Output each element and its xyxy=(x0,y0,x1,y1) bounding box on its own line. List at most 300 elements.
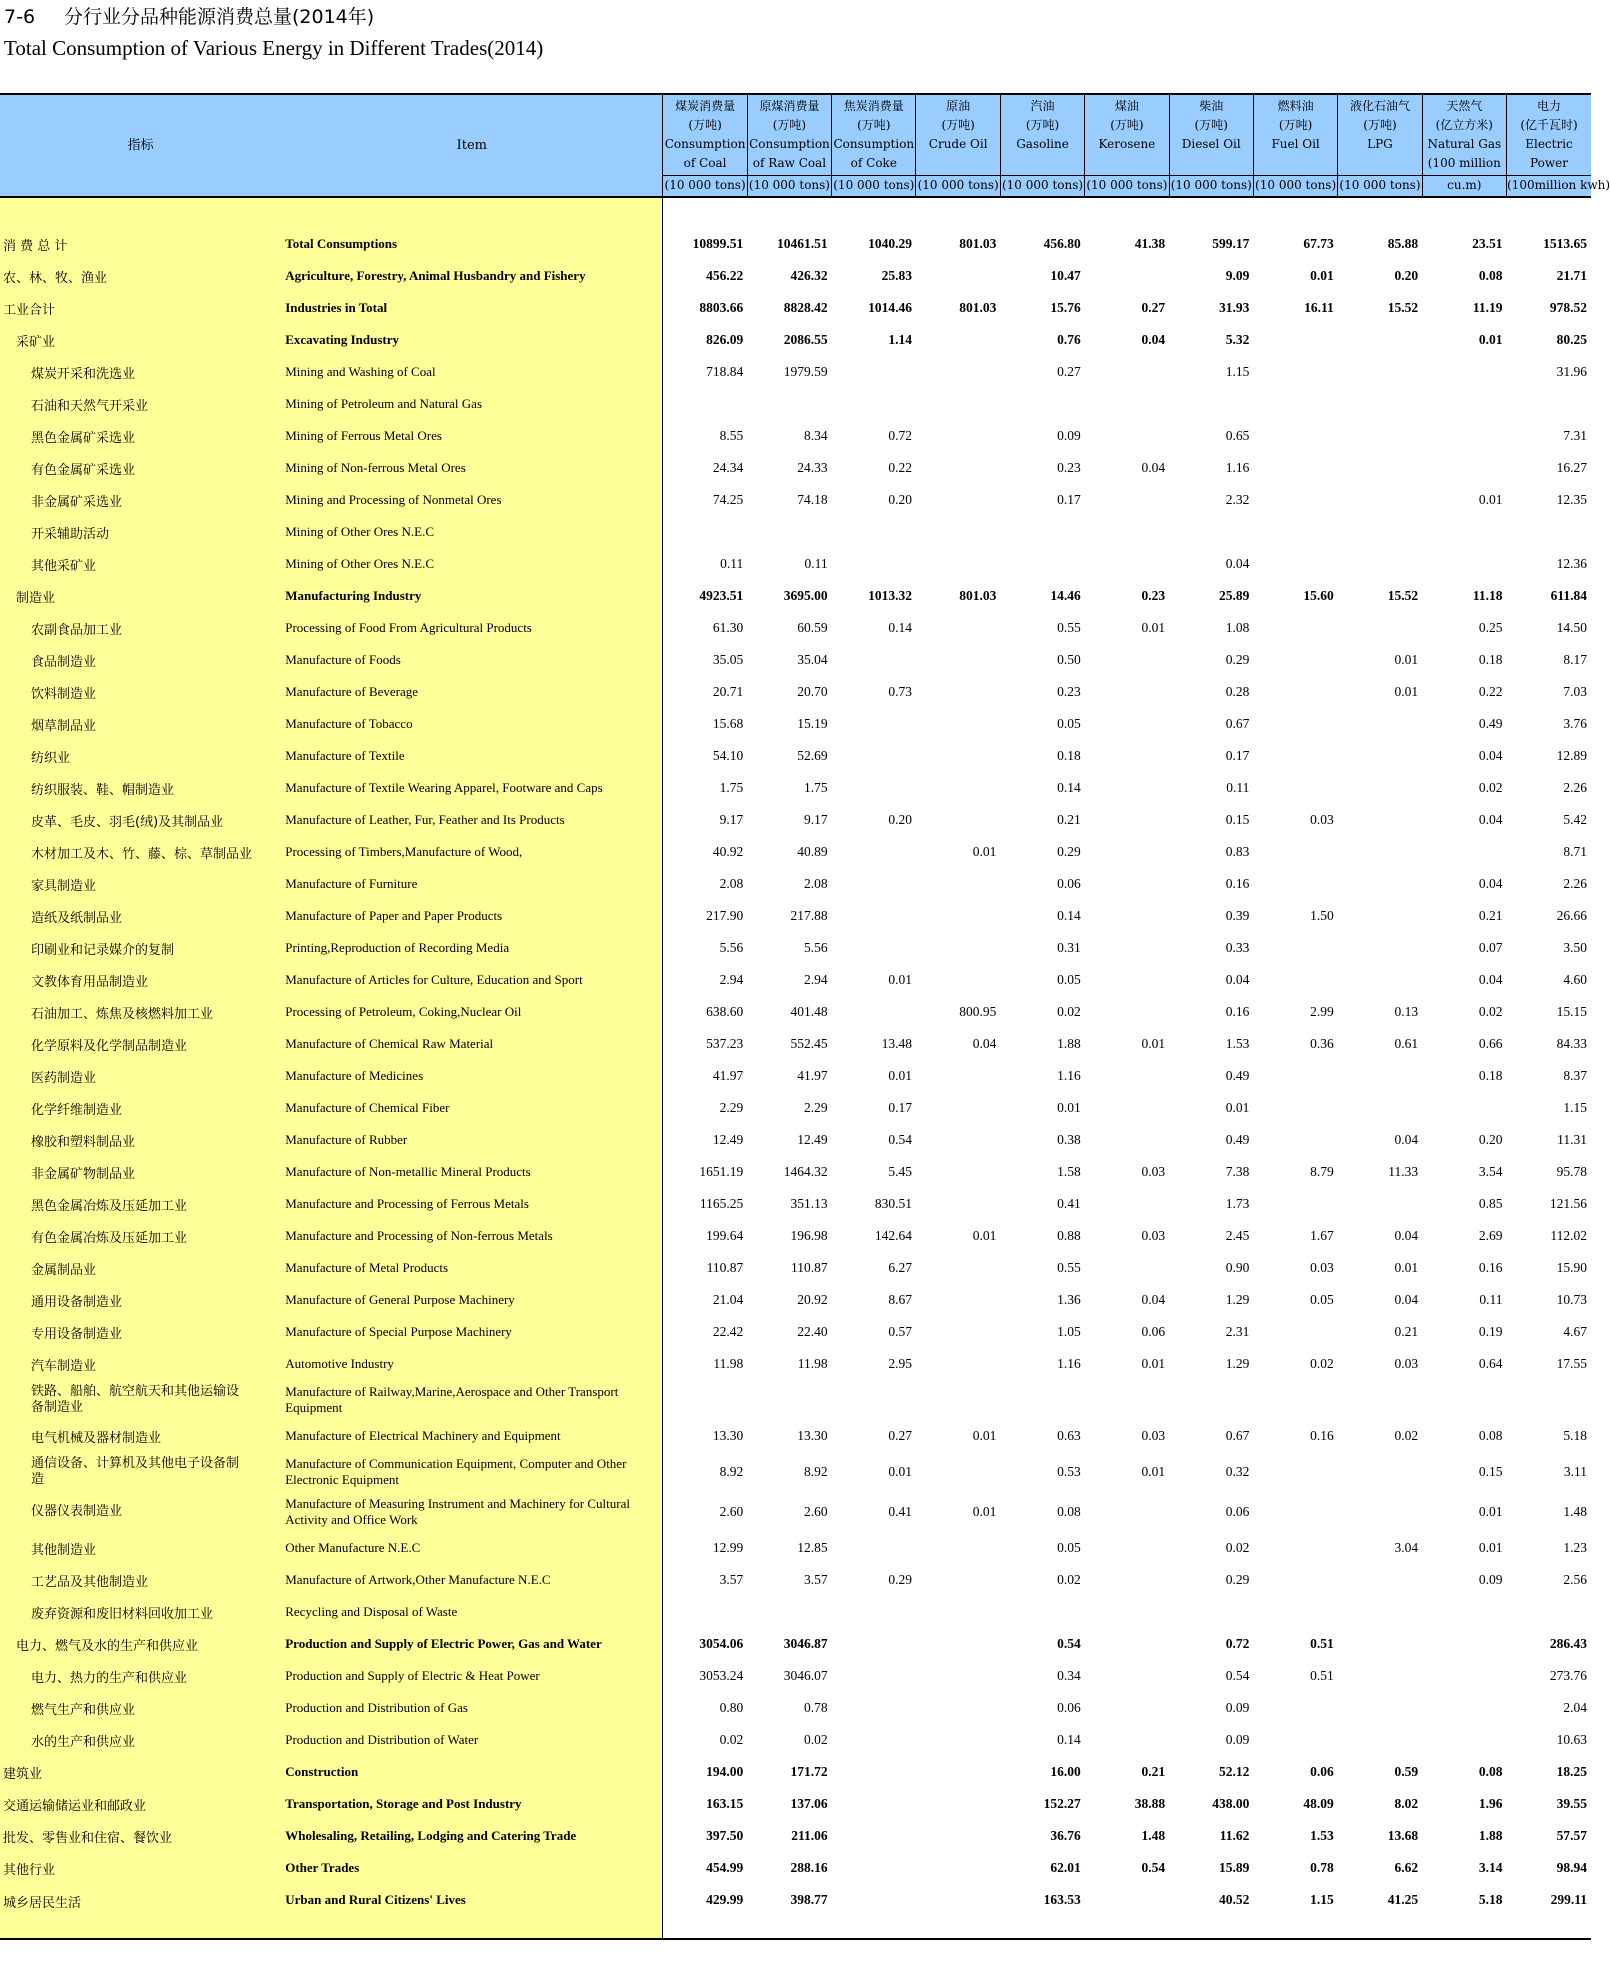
cell-value xyxy=(916,772,1000,804)
cell-value xyxy=(832,836,916,868)
row-label-cn: 通用设备制造业 xyxy=(0,1284,281,1316)
cell-value: 0.13 xyxy=(1394,1004,1419,1019)
cell-value: 1.15 xyxy=(1225,364,1250,379)
cell-value: 0.01 xyxy=(888,1068,912,1083)
header-col-en1: Kerosene xyxy=(1098,136,1156,151)
cell-value: 0.33 xyxy=(1225,940,1250,955)
row-label-cn: 石油和天然气开采业 xyxy=(0,388,281,420)
row-label-en: Manufacture of Special Purpose Machinery xyxy=(281,1316,663,1348)
cell-value xyxy=(1507,1380,1592,1420)
cell-value: 152.27 xyxy=(1043,1796,1081,1811)
row-label-cn: 开采辅助活动 xyxy=(0,516,281,548)
cell-value: 1.29 xyxy=(1225,1292,1250,1307)
cell-value: 5.18 xyxy=(1563,1428,1587,1443)
cell-value: 2.31 xyxy=(1225,1324,1250,1339)
cell-value: 0.28 xyxy=(1225,684,1250,699)
header-col-unit_en: (100million kwh) xyxy=(1507,175,1591,195)
row-label-en: Manufacture of Railway,Marine,Aerospace and Other Transport Equipment xyxy=(281,1380,663,1420)
row-label-cn: 纺织服装、鞋、帽制造业 xyxy=(0,772,281,804)
cell-value: 1014.46 xyxy=(868,300,912,315)
cell-value: 24.34 xyxy=(712,460,744,475)
cell-value: 826.09 xyxy=(706,332,744,347)
cell-value xyxy=(663,516,747,548)
cell-value: 0.55 xyxy=(1057,620,1081,635)
cell-value: 0.11 xyxy=(720,556,744,571)
cell-value: 7.31 xyxy=(1563,428,1587,443)
table-row xyxy=(0,324,1591,356)
cell-value: 537.23 xyxy=(706,1036,744,1051)
cell-value: 2086.55 xyxy=(783,332,828,347)
cell-value: 0.15 xyxy=(1225,812,1250,827)
cell-value: 1.29 xyxy=(1225,1356,1250,1371)
cell-value xyxy=(832,900,916,932)
cell-value xyxy=(1338,1188,1422,1220)
cell-value: 12.99 xyxy=(712,1540,744,1555)
cell-value: 0.04 xyxy=(1478,876,1503,891)
cell-value: 10.47 xyxy=(1050,268,1081,283)
cell-value: 0.25 xyxy=(1478,620,1503,635)
cell-value: 11.62 xyxy=(1219,1828,1250,1843)
row-label-cn: 造纸及纸制品业 xyxy=(0,900,281,932)
cell-value: 273.76 xyxy=(1549,1668,1587,1683)
cell-value: 0.14 xyxy=(1057,908,1081,923)
cell-value: 1651.19 xyxy=(699,1164,744,1179)
cell-value xyxy=(916,804,1000,836)
header-col-cn: 燃料油 xyxy=(1277,98,1314,113)
cell-value: 0.29 xyxy=(888,1572,912,1587)
row-label-en: Production and Distribution of Gas xyxy=(281,1692,663,1724)
header-col-unit: (万吨) xyxy=(1025,117,1060,132)
cell-value: 1.53 xyxy=(1225,1036,1250,1051)
cell-value: 0.21 xyxy=(1478,908,1503,923)
row-label-cn: 有色金属冶炼及压延加工业 xyxy=(0,1220,281,1252)
cell-value: 110.87 xyxy=(791,1260,828,1275)
cell-value: 0.67 xyxy=(1225,716,1250,731)
cell-value xyxy=(747,1596,831,1628)
cell-value xyxy=(1000,1380,1084,1420)
row-label-en: Mining of Other Ores N.E.C xyxy=(281,548,663,580)
cell-value xyxy=(1422,1692,1506,1724)
cell-value: 217.88 xyxy=(790,908,828,923)
cell-value: 0.64 xyxy=(1478,1356,1503,1371)
cell-value: 0.01 xyxy=(972,844,997,859)
cell-value: 84.33 xyxy=(1556,1036,1587,1051)
cell-value: 0.06 xyxy=(1057,1700,1081,1715)
cell-value: 0.04 xyxy=(1478,748,1503,763)
cell-value: 0.20 xyxy=(888,492,912,507)
cell-value: 0.07 xyxy=(1478,940,1503,955)
cell-value: 41.38 xyxy=(1134,236,1166,251)
cell-value: 6.62 xyxy=(1394,1860,1419,1875)
cell-value: 0.38 xyxy=(1057,1132,1081,1147)
row-label-en: Mining of Non-ferrous Metal Ores xyxy=(281,452,663,484)
cell-value: 12.49 xyxy=(797,1132,828,1147)
cell-value: 3.57 xyxy=(804,1572,828,1587)
cell-value: 12.49 xyxy=(712,1132,744,1147)
cell-value xyxy=(916,644,1000,676)
header-col-en2: (100 million xyxy=(1427,155,1501,170)
table-header-row xyxy=(0,94,1591,197)
cell-value: 0.14 xyxy=(888,620,912,635)
table-row xyxy=(0,1284,1591,1316)
cell-value: 40.52 xyxy=(1169,1884,1253,1939)
cell-value: 0.27 xyxy=(1057,364,1081,379)
row-label-cn: 煤炭开采和洗选业 xyxy=(0,356,281,388)
row-label-en: Manufacture of Tobacco xyxy=(281,708,663,740)
cell-value: 0.02 xyxy=(1057,1572,1081,1587)
cell-value xyxy=(916,452,1000,484)
cell-value: 0.11 xyxy=(1479,1292,1503,1307)
cell-value xyxy=(1085,772,1169,804)
cell-value xyxy=(832,644,916,676)
cell-value xyxy=(832,740,916,772)
table-row xyxy=(0,836,1591,868)
cell-value: 0.51 xyxy=(1310,1636,1334,1651)
cell-value xyxy=(832,1692,916,1724)
cell-value: 1979.59 xyxy=(783,364,828,379)
row-label-cn: 饮料制造业 xyxy=(0,676,281,708)
cell-value: 0.04 xyxy=(1141,460,1166,475)
table-row xyxy=(0,1492,1591,1532)
cell-value: 1.16 xyxy=(1057,1356,1081,1371)
cell-value: 13.68 xyxy=(1387,1828,1419,1843)
cell-value xyxy=(663,1596,747,1628)
header-col-en2: of Coal xyxy=(683,155,727,170)
cell-value xyxy=(832,548,916,580)
cell-value: 11.98 xyxy=(797,1356,828,1371)
cell-value: 0.01 xyxy=(1310,268,1334,283)
table-row xyxy=(0,484,1591,516)
row-label-en: Manufacture of Textile Wearing Apparel, Footware and Caps xyxy=(281,772,663,804)
cell-value xyxy=(916,1316,1000,1348)
cell-value: 60.59 xyxy=(797,620,828,635)
header-col-unit: (万吨) xyxy=(857,117,891,132)
cell-value xyxy=(1253,676,1337,708)
cell-value: 25.89 xyxy=(1219,588,1250,603)
cell-value: 0.54 xyxy=(1057,1636,1081,1651)
cell-value: 20.71 xyxy=(712,684,744,699)
cell-value: 35.05 xyxy=(712,652,744,667)
row-label-cn: 消 费 总 计 xyxy=(0,228,281,260)
header-col-en2: of Coke xyxy=(850,155,897,170)
cell-value xyxy=(1507,388,1592,420)
cell-value: 8.92 xyxy=(804,1464,828,1479)
table-body xyxy=(0,197,1591,1939)
cell-value xyxy=(1085,420,1169,452)
cell-value: 0.39 xyxy=(1225,908,1250,923)
cell-value xyxy=(916,740,1000,772)
cell-value: 20.70 xyxy=(797,684,828,699)
cell-value xyxy=(832,356,916,388)
cell-value xyxy=(1085,676,1169,708)
cell-value xyxy=(1422,836,1506,868)
header-col-unit: (万吨) xyxy=(688,117,722,132)
cell-value xyxy=(1253,1532,1337,1564)
cell-value: 8803.66 xyxy=(699,300,744,315)
row-label-en: Mining and Processing of Nonmetal Ores xyxy=(281,484,663,516)
table-row xyxy=(0,1628,1591,1660)
cell-value: 2.04 xyxy=(1563,1700,1587,1715)
table-row xyxy=(0,1660,1591,1692)
row-label-en: Manufacture of Measuring Instrument and Machinery for Cultural Activity and Office Work xyxy=(281,1492,663,1532)
table-row xyxy=(0,1092,1591,1124)
row-label-en: Manufacture and Processing of Ferrous Metals xyxy=(281,1188,663,1220)
cell-value: 0.06 xyxy=(1057,876,1081,891)
cell-value xyxy=(663,388,747,420)
row-label-cn: 其他行业 xyxy=(0,1852,281,1884)
cell-value: 74.18 xyxy=(797,492,828,507)
cell-value: 2.32 xyxy=(1225,492,1250,507)
cell-value: 0.17 xyxy=(1057,492,1081,507)
cell-value xyxy=(1085,1564,1169,1596)
cell-value xyxy=(1253,644,1337,676)
header-col-6 xyxy=(1169,94,1253,197)
row-label-en: Urban and Rural Citizens' Lives xyxy=(281,1884,663,1939)
cell-value: 85.88 xyxy=(1387,236,1419,251)
cell-value xyxy=(1338,516,1422,548)
header-col-unit_en: (10 000 tons) xyxy=(1254,175,1337,195)
row-label-cn: 木材加工及木、竹、藤、棕、草制品业 xyxy=(0,836,281,868)
cell-value: 20.92 xyxy=(797,1292,828,1307)
cell-value: 0.02 xyxy=(1478,1004,1503,1019)
table-row xyxy=(0,900,1591,932)
cell-value: 0.09 xyxy=(1057,428,1081,443)
cell-value xyxy=(1085,388,1169,420)
cell-value xyxy=(832,1852,916,1884)
cell-value xyxy=(832,1756,916,1788)
cell-value xyxy=(1085,1492,1169,1532)
cell-value: 0.29 xyxy=(1225,652,1250,667)
row-label-en: Production and Distribution of Water xyxy=(281,1724,663,1756)
cell-value: 121.56 xyxy=(1549,1196,1587,1211)
row-label-en: Manufacture of Artwork,Other Manufacture N.E.C xyxy=(281,1564,663,1596)
cell-value: 52.69 xyxy=(797,748,828,763)
row-label-en: Manufacture of Medicines xyxy=(281,1060,663,1092)
cell-value xyxy=(1085,1596,1169,1628)
table-row xyxy=(0,1724,1591,1756)
cell-value: 401.48 xyxy=(790,1004,828,1019)
cell-value xyxy=(916,1564,1000,1596)
cell-value: 3.54 xyxy=(1478,1164,1503,1179)
cell-value xyxy=(1085,548,1169,580)
row-label-en: Mining of Other Ores N.E.C xyxy=(281,516,663,548)
table-row xyxy=(0,932,1591,964)
cell-value xyxy=(1085,1188,1169,1220)
cell-value xyxy=(1338,1660,1422,1692)
cell-value xyxy=(1085,740,1169,772)
cell-value: 0.63 xyxy=(1057,1428,1081,1443)
cell-value: 0.06 xyxy=(1225,1504,1250,1519)
cell-value: 110.87 xyxy=(706,1260,744,1275)
cell-value: 0.50 xyxy=(1057,652,1081,667)
cell-value: 426.32 xyxy=(790,268,828,283)
cell-value xyxy=(916,1348,1000,1380)
header-col-cn: 电力 xyxy=(1536,98,1561,113)
cell-value: 1.88 xyxy=(1057,1036,1081,1051)
cell-value: 8.71 xyxy=(1563,844,1587,859)
cell-value: 0.31 xyxy=(1057,940,1081,955)
table-row xyxy=(0,1452,1591,1492)
cell-value: 0.02 xyxy=(1310,1356,1334,1371)
cell-value xyxy=(1085,1660,1169,1692)
cell-value xyxy=(1338,932,1422,964)
cell-value: 0.57 xyxy=(888,1324,912,1339)
cell-value: 0.05 xyxy=(1057,716,1081,731)
cell-value: 0.09 xyxy=(1225,1700,1250,1715)
cell-value: 9.09 xyxy=(1225,268,1250,283)
row-label-cn: 家具制造业 xyxy=(0,868,281,900)
cell-value: 1.96 xyxy=(1478,1796,1503,1811)
cell-value xyxy=(1422,388,1506,420)
cell-value: 801.03 xyxy=(959,588,997,603)
cell-value xyxy=(1253,1692,1337,1724)
cell-value: 11.19 xyxy=(1472,300,1503,315)
cell-value: 0.73 xyxy=(888,684,912,699)
cell-value xyxy=(916,676,1000,708)
cell-value: 41.97 xyxy=(797,1068,828,1083)
cell-value xyxy=(1253,1092,1337,1124)
cell-value: 21.71 xyxy=(1556,268,1587,283)
cell-value: 0.09 xyxy=(1478,1572,1503,1587)
cell-value xyxy=(1253,1380,1337,1420)
cell-value: 22.42 xyxy=(712,1324,744,1339)
cell-value xyxy=(747,1380,831,1420)
cell-value: 0.08 xyxy=(1057,1504,1081,1519)
cell-value: 552.45 xyxy=(790,1036,828,1051)
cell-value: 16.11 xyxy=(1304,300,1334,315)
header-col-unit_en: (10 000 tons) xyxy=(1338,175,1421,195)
cell-value: 4.67 xyxy=(1563,1324,1587,1339)
cell-value: 0.72 xyxy=(888,428,912,443)
cell-value: 2.08 xyxy=(719,876,744,891)
cell-value xyxy=(1253,1724,1337,1756)
table-row xyxy=(0,580,1591,612)
cell-value: 199.64 xyxy=(706,1228,744,1243)
cell-value xyxy=(916,1692,1000,1724)
cell-value: 0.04 xyxy=(1141,332,1166,347)
cell-value xyxy=(832,932,916,964)
row-label-cn: 纺织业 xyxy=(0,740,281,772)
cell-value: 0.04 xyxy=(1225,972,1250,987)
header-col-en1: Consumption xyxy=(664,136,746,151)
row-label-en: Mining and Washing of Coal xyxy=(281,356,663,388)
cell-value xyxy=(1338,548,1422,580)
cell-value: 0.21 xyxy=(1141,1764,1166,1779)
table-row xyxy=(0,420,1591,452)
row-label-cn: 烟草制品业 xyxy=(0,708,281,740)
row-label-en: Wholesaling, Retailing, Lodging and Catering Trade xyxy=(281,1820,663,1852)
cell-value: 0.65 xyxy=(1225,428,1250,443)
cell-value: 18.25 xyxy=(1556,1764,1587,1779)
cell-value: 3.57 xyxy=(719,1572,744,1587)
cell-value: 0.19 xyxy=(1478,1324,1503,1339)
row-label-cn: 燃气生产和供应业 xyxy=(0,1692,281,1724)
cell-value: 0.02 xyxy=(1225,1540,1250,1555)
table-row xyxy=(0,804,1591,836)
header-col-cn: 煤炭消费量 xyxy=(675,98,736,113)
cell-value: 9.17 xyxy=(719,812,744,827)
table-row xyxy=(0,1564,1591,1596)
cell-value xyxy=(916,1724,1000,1756)
cell-value: 599.17 xyxy=(1212,236,1250,251)
header-col-8 xyxy=(1338,94,1422,197)
table-row xyxy=(0,292,1591,324)
table-row xyxy=(0,516,1591,548)
cell-value xyxy=(1338,356,1422,388)
row-label-cn: 采矿业 xyxy=(0,324,281,356)
cell-value: 0.04 xyxy=(972,1036,997,1051)
cell-value xyxy=(1085,900,1169,932)
row-label-cn: 黑色金属冶炼及压延加工业 xyxy=(0,1188,281,1220)
cell-value xyxy=(916,1380,1000,1420)
cell-value: 0.11 xyxy=(1226,780,1250,795)
table-row xyxy=(0,228,1591,260)
cell-value xyxy=(1253,1492,1337,1532)
cell-value xyxy=(1000,548,1084,580)
cell-value: 7.38 xyxy=(1225,1164,1250,1179)
cell-value: 61.30 xyxy=(712,620,744,635)
cell-value xyxy=(916,1628,1000,1660)
header-col-0 xyxy=(663,94,747,197)
cell-value xyxy=(1169,388,1253,420)
cell-value: 163.15 xyxy=(706,1796,744,1811)
cell-value: 2.56 xyxy=(1563,1572,1587,1587)
cell-value xyxy=(1085,484,1169,516)
cell-value: 8.55 xyxy=(719,428,744,443)
cell-value: 0.03 xyxy=(1141,1164,1166,1179)
cell-value: 11.18 xyxy=(1472,588,1503,603)
cell-value: 2.29 xyxy=(804,1100,828,1115)
row-label-en: Manufacture of Metal Products xyxy=(281,1252,663,1284)
header-col-unit: (亿千瓦时) xyxy=(1520,117,1578,132)
cell-value xyxy=(1253,868,1337,900)
cell-value xyxy=(916,1532,1000,1564)
cell-value: 0.04 xyxy=(1394,1292,1419,1307)
table-row xyxy=(0,1188,1591,1220)
header-col-cn: 原煤消费量 xyxy=(759,98,820,113)
cell-value xyxy=(1422,516,1506,548)
cell-value: 0.23 xyxy=(1141,588,1166,603)
row-label-en: Printing,Reproduction of Recording Media xyxy=(281,932,663,964)
cell-value xyxy=(1338,1564,1422,1596)
cell-value: 10.63 xyxy=(1556,1732,1587,1747)
cell-value: 0.01 xyxy=(972,1428,997,1443)
header-col-unit: (万吨) xyxy=(1194,117,1228,132)
cell-value xyxy=(1085,804,1169,836)
cell-value: 0.01 xyxy=(972,1228,997,1243)
cell-value: 0.54 xyxy=(1225,1668,1250,1683)
row-label-cn: 汽车制造业 xyxy=(0,1348,281,1380)
header-col-4 xyxy=(1000,94,1084,197)
row-label-en: Manufacture of Chemical Raw Material xyxy=(281,1028,663,1060)
cell-value: 8.02 xyxy=(1394,1796,1419,1811)
cell-value: 3695.00 xyxy=(783,588,828,603)
cell-value: 299.11 xyxy=(1507,1884,1592,1939)
table-row xyxy=(0,996,1591,1028)
cell-value: 0.14 xyxy=(1057,780,1081,795)
cell-value xyxy=(1253,1060,1337,1092)
row-label-en: Mining of Ferrous Metal Ores xyxy=(281,420,663,452)
cell-value: 3.11 xyxy=(1563,1464,1587,1479)
header-col-unit: (万吨) xyxy=(941,117,975,132)
cell-value: 0.08 xyxy=(1478,1764,1503,1779)
cell-value: 0.78 xyxy=(804,1700,828,1715)
cell-value xyxy=(832,996,916,1028)
cell-value xyxy=(1253,1452,1337,1492)
cell-value: 52.12 xyxy=(1219,1764,1250,1779)
cell-value: 0.53 xyxy=(1057,1464,1081,1479)
cell-value: 0.21 xyxy=(1057,812,1081,827)
